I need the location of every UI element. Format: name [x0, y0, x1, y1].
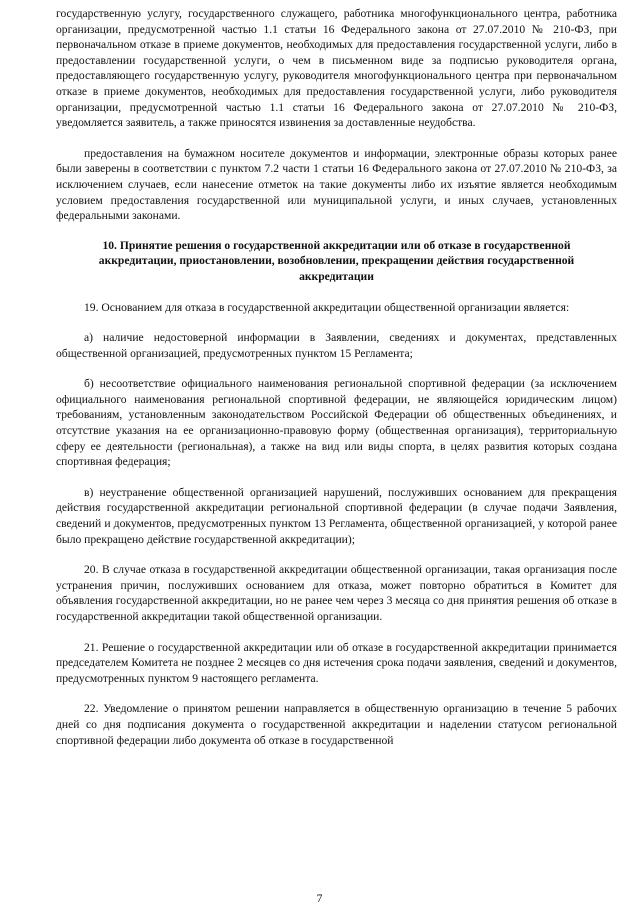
document-page: [56, 6, 617, 748]
paragraph-21: 21. Решение о государственной аккредитации или об отказе в государственной аккредитации принимается председателем Комитета не позднее 2 месяцев со дня истечения срока подачи заявления, сведений и документов, предусмотренных пунктом 9 настоящего регламента.: [56, 640, 617, 685]
paragraph-continuation: государственную услугу, государственного служащего, работника многофункционального центра, работника организации, предусмотренной частью 1.1 статьи 16 Федерального закона от 27.07.2010 № 210-ФЗ, при первоначальном отказе в приеме документов, необходимых для предоставления государственной услуги, либо в предоставлении государственной услуги, о чем в письменном виде за подписью руководителя органа, предоставляющего государственную услугу, руководителя многофункционального центра при первоначальном отказе в приеме документов, необходимых для предоставления государственной услуги, либо руководителя организации, предусмотренной частью 1.1 статьи 16 Федерального закона от 27.07.2010 № 210-ФЗ, уведомляется заявитель, а также приносятся извинения за доставленные неудобства.: [56, 7, 617, 130]
paragraph-paper-documents: предоставления на бумажном носителе документов и информации, электронные образы которых ранее были заверены в соответствии с пунктом 7.2 части 1 статьи 16 Федерального закона от 27.07.2010 № 210-ФЗ, за исключением случаев, если нанесение отметок на такие документы либо их изъятие является необходимым условием предоставления государственной или муниципальной услуги, и иных случаев, установленных федеральными законами.: [56, 146, 617, 223]
paragraph-20: 20. В случае отказа в государственной аккредитации общественной организации, такая организация после устранения причин, послуживших основанием для отказа, может повторно обратиться в Комитет для объявления государственной аккредитации, но не ранее чем через 3 месяца со дня принятия решения об отказе в государственной аккредитации такой общественной организации.: [56, 563, 617, 623]
section-heading: 10. Принятие решения о государственной аккредитации или об отказе в государственной аккредитации, приостановлении, возобновлении, прекращении действия государственной аккредитации: [98, 238, 575, 283]
paragraph-19-b: б) несоответствие официального наименования региональной спортивной федерации (за исключением официального наименования региональной спортивной федерации, не являющейся юридическим лицом) требованиям, установленным законодательством Российской Федерации об общественных объединениях, и отсутствие указания на ее организационно-правовую форму (общественная организация), территориальную сферу ее деятельности (региональная), а также на вид или виды спорта, в целях развития которых создана спортивная федерация;: [56, 377, 617, 469]
paragraph-19: 19. Основанием для отказа в государственной аккредитации общественной организации является:: [84, 300, 570, 314]
paragraph-19-v: в) неустранение общественной организацией нарушений, послуживших основанием для прекращения действия государственной аккредитации региональной спортивной федерации (в случае подачи Заявления, сведений и документов, предусмотренных пунктом 13 Регламента, общественной организацией, у которой ранее было прекращено действие государственной аккредитации);: [56, 485, 617, 546]
paragraph-22: 22. Уведомление о принятом решении направляется в общественную организацию в течение 5 рабочих дней со дня подписания документа о государственной аккредитации и наделении статусом региональной спортивной федерации либо документа об отказе в государственной: [56, 702, 617, 747]
page-number: 7: [316, 892, 323, 905]
paragraph-19-a: а) наличие недостоверной информации в Заявлении, сведениях и документах, представленных общественной организацией, предусмотренных пунктом 15 Регламента;: [56, 331, 617, 360]
